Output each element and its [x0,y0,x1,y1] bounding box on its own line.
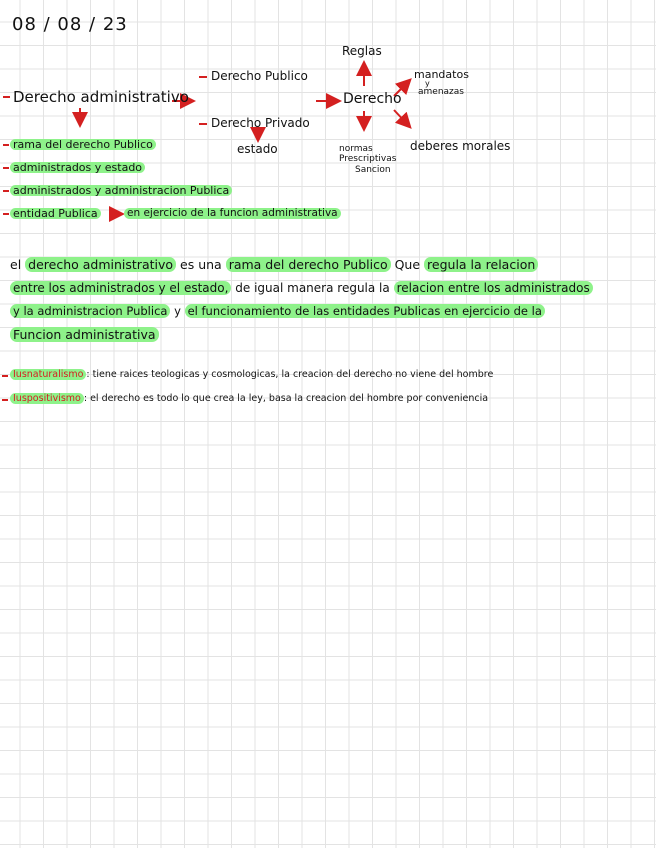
diagram-reglas: Reglas [342,44,382,58]
paragraph-line-3 [10,304,545,318]
para-text: regula la [337,281,390,295]
definition-iuspositivismo [10,394,488,404]
para-highlight: entre los administrados y el estado, [10,281,231,295]
bullet-administrados-estado: administrados y estado [10,162,145,173]
diagram-publico: Derecho Publico [211,69,308,83]
date: 08 / 08 / 23 [12,14,128,35]
diagram-prescriptivas: Prescriptivas [339,154,397,164]
diagram-mandatos: mandatos [414,68,469,81]
diagram-privado: Derecho Privado [211,116,310,130]
para-highlight: rama del derecho Publico [226,257,391,272]
diagram-amenazas: amenazas [418,87,464,97]
paragraph-line-1 [10,257,538,272]
definition-text: : el derecho es todo lo que crea la ley, basa la creacion del hombre por conveniencia [83,393,489,404]
bullet-ejercicio: en ejercicio de la funcion administrativa [124,208,341,219]
para-highlight: regula la relacion [424,257,538,272]
para-highlight: y la administracion Publica [10,304,170,318]
paragraph-line-4 [10,327,159,342]
diagram-main: Derecho administrativo [13,88,189,106]
para-highlight: el funcionamiento de las entidades Publicas en ejercicio de la [185,304,545,318]
paragraph-line-2 [10,281,593,295]
diagram-y: y [425,79,430,88]
diagram-deberes: deberes morales [410,139,511,153]
para-text: y [174,304,181,318]
diagram-normas: normas [339,144,373,154]
diagram-sancion: Sancion [355,165,391,175]
para-text: es una [180,257,222,272]
term-iusnaturalismo: Iusnaturalismo [10,369,86,380]
para-text: de igual manera [235,281,334,295]
para-highlight: relacion entre los administrados [394,281,593,295]
para-highlight: derecho administrativo [25,257,176,272]
bullet-administrados-administracion: administrados y administracion Publica [10,185,232,196]
diagram-derecho: Derecho [343,91,402,107]
definition-text: : tiene raices teologicas y cosmologicas, la creacion del derecho no viene del hombre [86,369,494,380]
para-text: el [10,257,22,272]
bullet-entidad-publica: entidad Publica [10,208,101,219]
term-iuspositivismo: Iuspositivismo [10,393,84,404]
bullet-rama: rama del derecho Publico [10,139,156,150]
definition-iusnaturalismo [10,370,493,380]
para-highlight: Funcion administrativa [10,327,159,342]
diagram-estado: estado [237,142,278,156]
para-text: Que [394,257,421,272]
